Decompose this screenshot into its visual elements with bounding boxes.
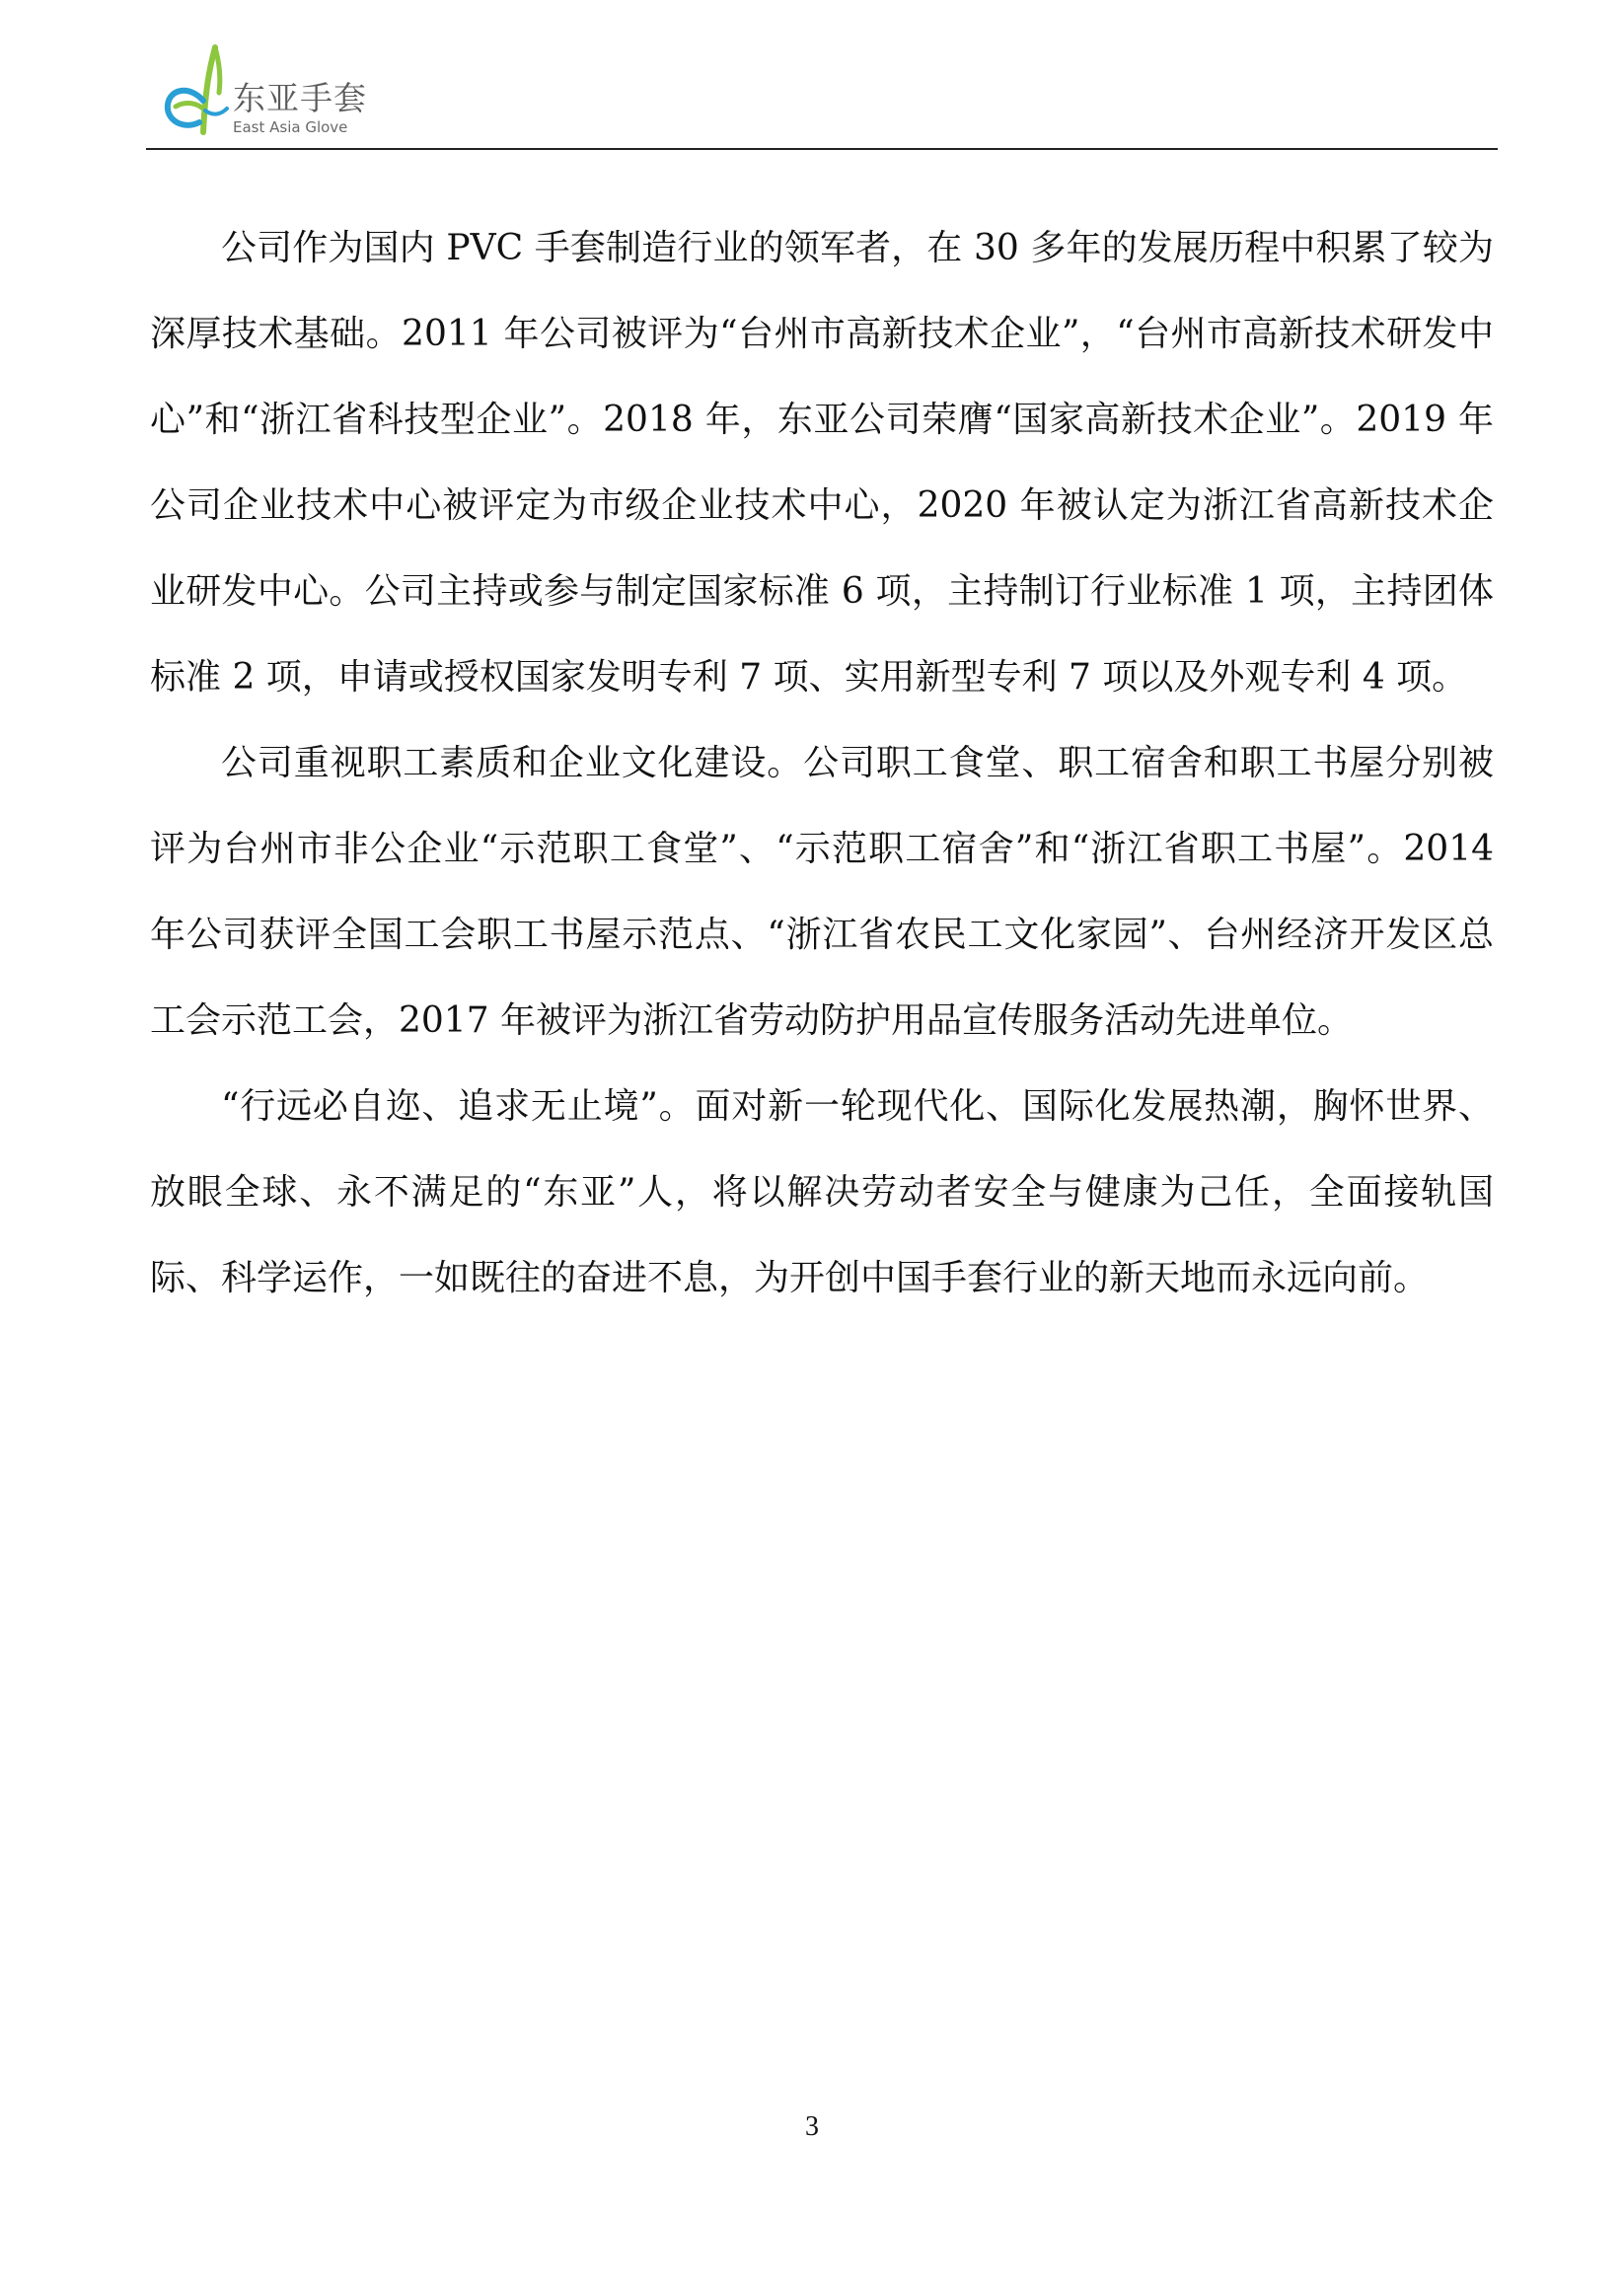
page-number: 3 bbox=[805, 2111, 819, 2142]
document-body bbox=[150, 205, 1494, 1321]
paragraph-3: “行远必自迩、追求无止境”。面对新一轮现代化、国际化发展热潮，胸怀世界、放眼全球、永不满足的“东亚”人，将以解决劳动者安全与健康为己任，全面接轨国际、科学运作，一如既往的奋进不息，为开创中国手套行业的新天地而永远向前。 bbox=[150, 1086, 1494, 1298]
paragraph-2: 公司重视职工素质和企业文化建设。公司职工食堂、职工宿舍和职工书屋分别被评为台州市非公企业“示范职工食堂”、“示范职工宿舍”和“浙江省职工书屋”。2014 年公司获评全国工会职工书屋示范点、“浙江省农民工文化家园”、台州经济开发区总工会示范工会，2017 年被评为浙江省劳动防护用品宣传服务活动先进单位。 bbox=[150, 743, 1494, 1041]
page-header bbox=[146, 37, 1498, 146]
logo-brand-cn: 东亚手套 bbox=[233, 79, 367, 117]
paragraph-1: 公司作为国内 PVC 手套制造行业的领军者，在 30 多年的发展历程中积累了较为深厚技术基础。2011 年公司被评为“台州市高新技术企业”，“台州市高新技术研发中心”和“浙江省科技型企业”。2018 年，东亚公司荣膺“国家高新技术企业”。2019 年公司企业技术中心被评定为市级企业技术中心，2020 年被认定为浙江省高新技术企业研发中心。公司主持或参与制定国家标准 6 项，主持制订行业标准 1 项，主持团体标准 2 项，申请或授权国家发明专利 7 项、实用新型专利 7 项以及外观专利 4 项。 bbox=[150, 228, 1494, 698]
logo-brand-en: East Asia Glove bbox=[233, 118, 348, 136]
header-divider bbox=[146, 148, 1498, 150]
logo-wordmark bbox=[233, 79, 367, 136]
